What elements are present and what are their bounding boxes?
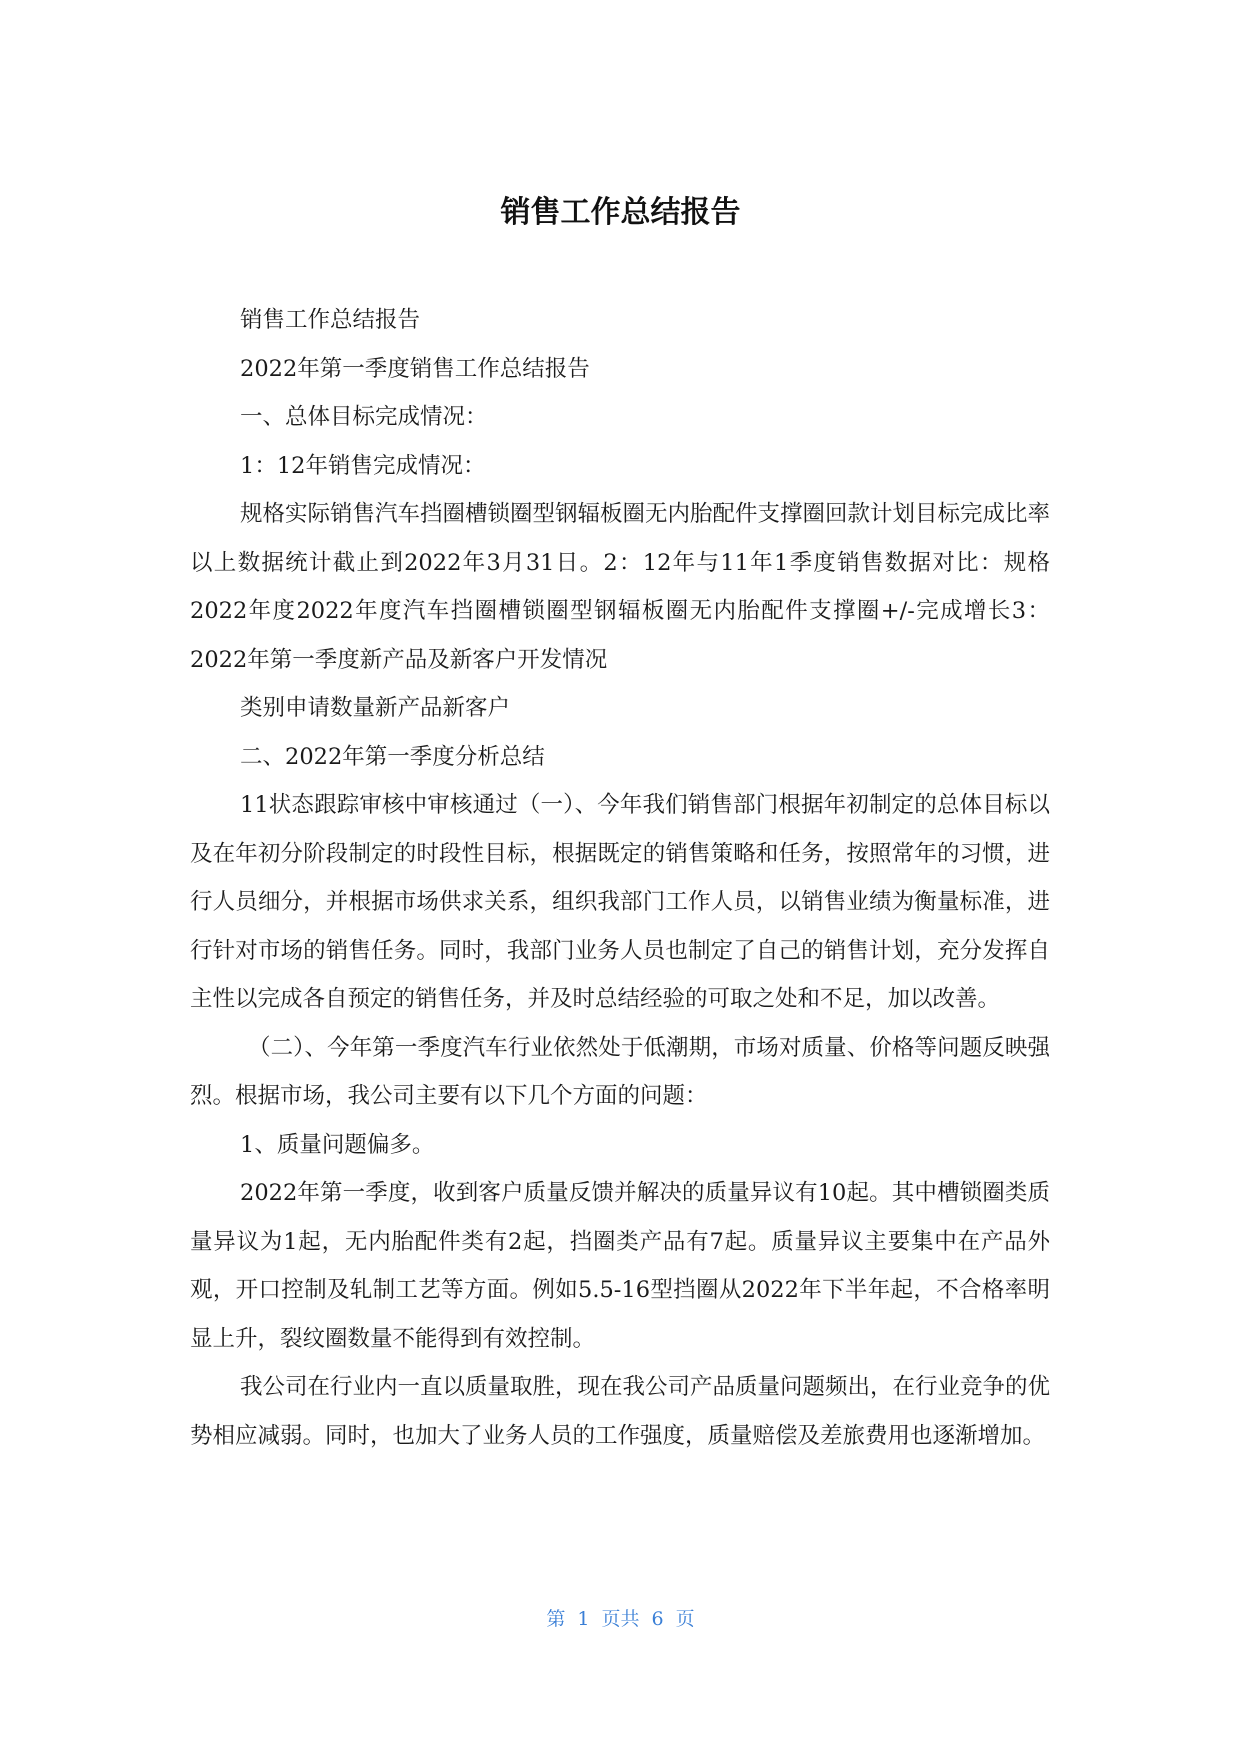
page-number-footer [0, 1604, 1241, 1634]
paragraph: 我公司在行业内一直以质量取胜，现在我公司产品质量问题频出，在行业竞争的优势相应减弱。同时，也加大了业务人员的工作强度，质量赔偿及差旅费用也逐渐增加。 [190, 1374, 1051, 1449]
footer-current-page: 1 [577, 1608, 590, 1630]
paragraph: （二）、今年第一季度汽车行业依然处于低潮期，市场对质量、价格等问题反映强烈。根据市场，我公司主要有以下几个方面的问题： [190, 1034, 1050, 1109]
paragraph: 2022年第一季度，收到客户质量反馈并解决的质量异议有10起。其中槽锁圈类质量异议为1起，无内胎配件类有2起，挡圈类产品有7起。质量异议主要集中在产品外观，开口控制及轧制工艺等方面。例如5.5-16型挡圈从2022年下半年起，不合格率明显上升，裂纹圈数量不能得到有效控制。 [190, 1180, 1050, 1352]
paragraph: 2022年第一季度销售工作总结报告 [240, 355, 590, 382]
paragraph: 1：12年销售完成情况： [240, 452, 486, 479]
document-title: 销售工作总结报告 [500, 195, 741, 230]
paragraph: 二、2022年第一季度分析总结 [240, 743, 545, 770]
paragraph: 销售工作总结报告 [240, 307, 421, 333]
paragraph: 1、质量问题偏多。 [240, 1131, 435, 1158]
footer-prefix: 第 [546, 1608, 566, 1630]
footer-suffix: 页 [675, 1608, 695, 1630]
paragraph: 规格实际销售汽车挡圈槽锁圈型钢辐板圈无内胎配件支撑圈回款计划目标完成比率以上数据统计截止到2022年3月31日。2：12年与11年1季度销售数据对比：规格2022年度2022年度汽车挡圈槽锁圈型钢辐板圈无内胎配件支撑圈+/-完成增长3：2022年第一季度新产品及新客户开发情况 [190, 501, 1051, 673]
paragraph: 一、总体目标完成情况： [240, 404, 488, 430]
footer-total-pages: 6 [651, 1608, 664, 1630]
document-body [190, 296, 1050, 1460]
paragraph: 类别申请数量新产品新客户 [240, 695, 511, 721]
paragraph: 11状态跟踪审核中审核通过（一）、今年我们销售部门根据年初制定的总体目标以及在年初分阶段制定的时段性目标，根据既定的销售策略和任务，按照常年的习惯，进行人员细分，并根据市场供求关系，组织我部门工作人员，以销售业绩为衡量标准，进行针对市场的销售任务。同时，我部门业务人员也制定了自己的销售计划，充分发挥自主性以完成各自预定的销售任务，并及时总结经验的可取之处和不足，加以改善。 [190, 792, 1050, 1012]
footer-middle: 页共 [601, 1608, 640, 1630]
